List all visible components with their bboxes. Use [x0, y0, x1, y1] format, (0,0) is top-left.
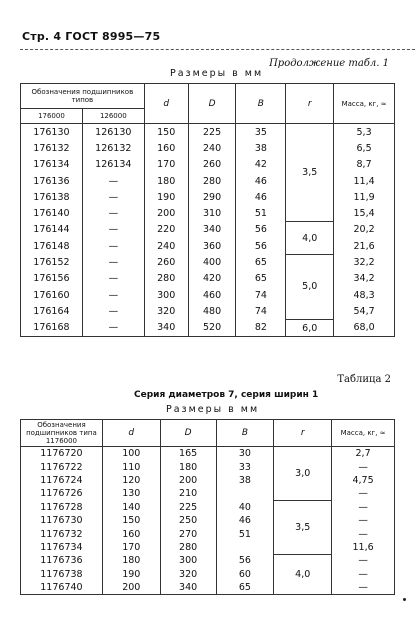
cell: 65: [216, 581, 274, 595]
cell: 1176732: [21, 527, 103, 540]
cell: —: [332, 568, 395, 581]
dimensions-caption: Размеры в мм: [170, 68, 264, 79]
cell: 51: [236, 205, 286, 221]
cell: 56: [236, 238, 286, 254]
cell: 150: [102, 514, 160, 527]
page-header: Стр. 4 ГОСТ 8995—75: [22, 30, 161, 43]
cell: 32,2: [334, 254, 395, 270]
cell: 290: [188, 189, 236, 205]
cell: 42: [236, 157, 286, 173]
cell: 320: [160, 568, 216, 581]
cell: —: [332, 487, 395, 500]
cell: 46: [236, 173, 286, 189]
cell: 320: [144, 303, 188, 319]
cell: 150: [144, 124, 188, 141]
r-group: 6,0: [286, 320, 334, 337]
cell: 11,4: [334, 173, 395, 189]
bearings-table-2: [20, 419, 395, 595]
cell: —: [82, 173, 144, 189]
cell: 176140: [21, 205, 83, 221]
cell: 176152: [21, 254, 83, 270]
cell: 180: [160, 460, 216, 473]
continuation-label: Продолжение табл. 1: [269, 58, 389, 69]
col-B: B: [236, 84, 286, 124]
r-group: 4,0: [286, 222, 334, 255]
cell: 51: [216, 527, 274, 540]
bearings-table-1: [20, 83, 395, 337]
cell: 120: [102, 474, 160, 487]
cell: 176130: [21, 124, 83, 141]
cell: 176132: [21, 140, 83, 156]
cell: —: [82, 238, 144, 254]
cell: 300: [160, 554, 216, 567]
header-divider: [20, 49, 415, 50]
cell: 340: [160, 581, 216, 595]
cell: 210: [160, 487, 216, 500]
col-mass: Масса, кг, ≈: [332, 420, 395, 447]
cell: 65: [236, 271, 286, 287]
cell: 200: [160, 474, 216, 487]
cell: 1176730: [21, 514, 103, 527]
cell: 260: [144, 254, 188, 270]
cell: 225: [188, 124, 236, 141]
cell: 240: [188, 140, 236, 156]
cell: 56: [236, 222, 286, 238]
cell: 68,0: [334, 320, 395, 337]
cell: 35: [236, 124, 286, 141]
cell: —: [332, 527, 395, 540]
cell: —: [332, 514, 395, 527]
cell: 420: [188, 271, 236, 287]
cell: 200: [144, 205, 188, 221]
cell: 340: [144, 320, 188, 337]
table-2-label: Таблица 2: [337, 374, 391, 385]
col-designation: Обозначения подшипников типов: [21, 84, 145, 109]
r-group: 3,5: [286, 124, 334, 222]
cell: 176156: [21, 271, 83, 287]
cell: —: [82, 303, 144, 319]
cell: —: [82, 205, 144, 221]
cell: 40: [216, 501, 274, 514]
cell: 1176740: [21, 581, 103, 595]
cell: 74: [236, 303, 286, 319]
cell: 130: [102, 487, 160, 500]
cell: 15,4: [334, 205, 395, 221]
cell: 1176736: [21, 554, 103, 567]
cell: 5,3: [334, 124, 395, 141]
col-d: d: [102, 420, 160, 447]
cell: 33: [216, 460, 274, 473]
cell: —: [332, 581, 395, 595]
r-group: 3,5: [274, 501, 332, 555]
col-D: D: [188, 84, 236, 124]
cell: 4,75: [332, 474, 395, 487]
cell: 165: [160, 447, 216, 461]
cell: 82: [236, 320, 286, 337]
cell: 48,3: [334, 287, 395, 303]
cell: 190: [144, 189, 188, 205]
cell: 340: [188, 222, 236, 238]
cell: 126132: [82, 140, 144, 156]
cell: 260: [188, 157, 236, 173]
col-d: d: [144, 84, 188, 124]
cell: 21,6: [334, 238, 395, 254]
page-speck: [403, 598, 406, 601]
cell: 126130: [82, 124, 144, 141]
cell: —: [332, 501, 395, 514]
cell: —: [82, 320, 144, 337]
cell: —: [332, 554, 395, 567]
cell: 11,6: [332, 541, 395, 554]
cell: 34,2: [334, 271, 395, 287]
cell: —: [82, 254, 144, 270]
cell: 11,9: [334, 189, 395, 205]
cell: 176144: [21, 222, 83, 238]
cell: —: [332, 460, 395, 473]
cell: 1176722: [21, 460, 103, 473]
col-r: r: [286, 84, 334, 124]
cell: 46: [236, 189, 286, 205]
cell: 160: [144, 140, 188, 156]
cell: 170: [102, 541, 160, 554]
cell: 180: [102, 554, 160, 567]
cell: 38: [236, 140, 286, 156]
cell: 74: [236, 287, 286, 303]
cell: 310: [188, 205, 236, 221]
col-type-176000: 176000: [21, 109, 83, 124]
cell: 176134: [21, 157, 83, 173]
cell: 6,5: [334, 140, 395, 156]
cell: 250: [160, 514, 216, 527]
cell: 176160: [21, 287, 83, 303]
cell: 140: [102, 501, 160, 514]
cell: 54,7: [334, 303, 395, 319]
cell: 56: [216, 554, 274, 567]
cell: 280: [160, 541, 216, 554]
col-D: D: [160, 420, 216, 447]
series-title: Серия диаметров 7, серия ширин 1: [134, 390, 319, 400]
cell: 176136: [21, 173, 83, 189]
cell: —: [82, 189, 144, 205]
cell: 170: [144, 157, 188, 173]
cell: 160: [102, 527, 160, 540]
cell: —: [82, 222, 144, 238]
cell: [216, 487, 274, 500]
col-designation: Обозначения подшипников типа 1176000: [21, 420, 103, 447]
cell: 65: [236, 254, 286, 270]
cell: 30: [216, 447, 274, 461]
cell: 176148: [21, 238, 83, 254]
cell: 38: [216, 474, 274, 487]
cell: 270: [160, 527, 216, 540]
cell: 46: [216, 514, 274, 527]
cell: 2,7: [332, 447, 395, 461]
cell: 240: [144, 238, 188, 254]
col-mass: Масса, кг, ≈: [334, 84, 395, 124]
r-group: 3,0: [274, 447, 332, 501]
cell: 280: [144, 271, 188, 287]
cell: 100: [102, 447, 160, 461]
cell: [216, 541, 274, 554]
cell: 480: [188, 303, 236, 319]
cell: 220: [144, 222, 188, 238]
r-group: 5,0: [286, 254, 334, 319]
cell: 176164: [21, 303, 83, 319]
cell: 1176724: [21, 474, 103, 487]
cell: 176168: [21, 320, 83, 337]
cell: 176138: [21, 189, 83, 205]
cell: 20,2: [334, 222, 395, 238]
cell: 300: [144, 287, 188, 303]
r-group: 4,0: [274, 554, 332, 595]
cell: 460: [188, 287, 236, 303]
cell: 1176720: [21, 447, 103, 461]
cell: 400: [188, 254, 236, 270]
cell: 1176726: [21, 487, 103, 500]
cell: 110: [102, 460, 160, 473]
cell: 280: [188, 173, 236, 189]
col-B: B: [216, 420, 274, 447]
cell: 190: [102, 568, 160, 581]
cell: 360: [188, 238, 236, 254]
cell: 200: [102, 581, 160, 595]
cell: 225: [160, 501, 216, 514]
cell: 520: [188, 320, 236, 337]
col-r: r: [274, 420, 332, 447]
cell: 1176728: [21, 501, 103, 514]
cell: 8,7: [334, 157, 395, 173]
cell: 126134: [82, 157, 144, 173]
col-type-126000: 126000: [82, 109, 144, 124]
cell: 180: [144, 173, 188, 189]
cell: 60: [216, 568, 274, 581]
cell: 1176738: [21, 568, 103, 581]
cell: 1176734: [21, 541, 103, 554]
cell: —: [82, 271, 144, 287]
cell: —: [82, 287, 144, 303]
dimensions-caption-2: Размеры в мм: [166, 404, 260, 415]
